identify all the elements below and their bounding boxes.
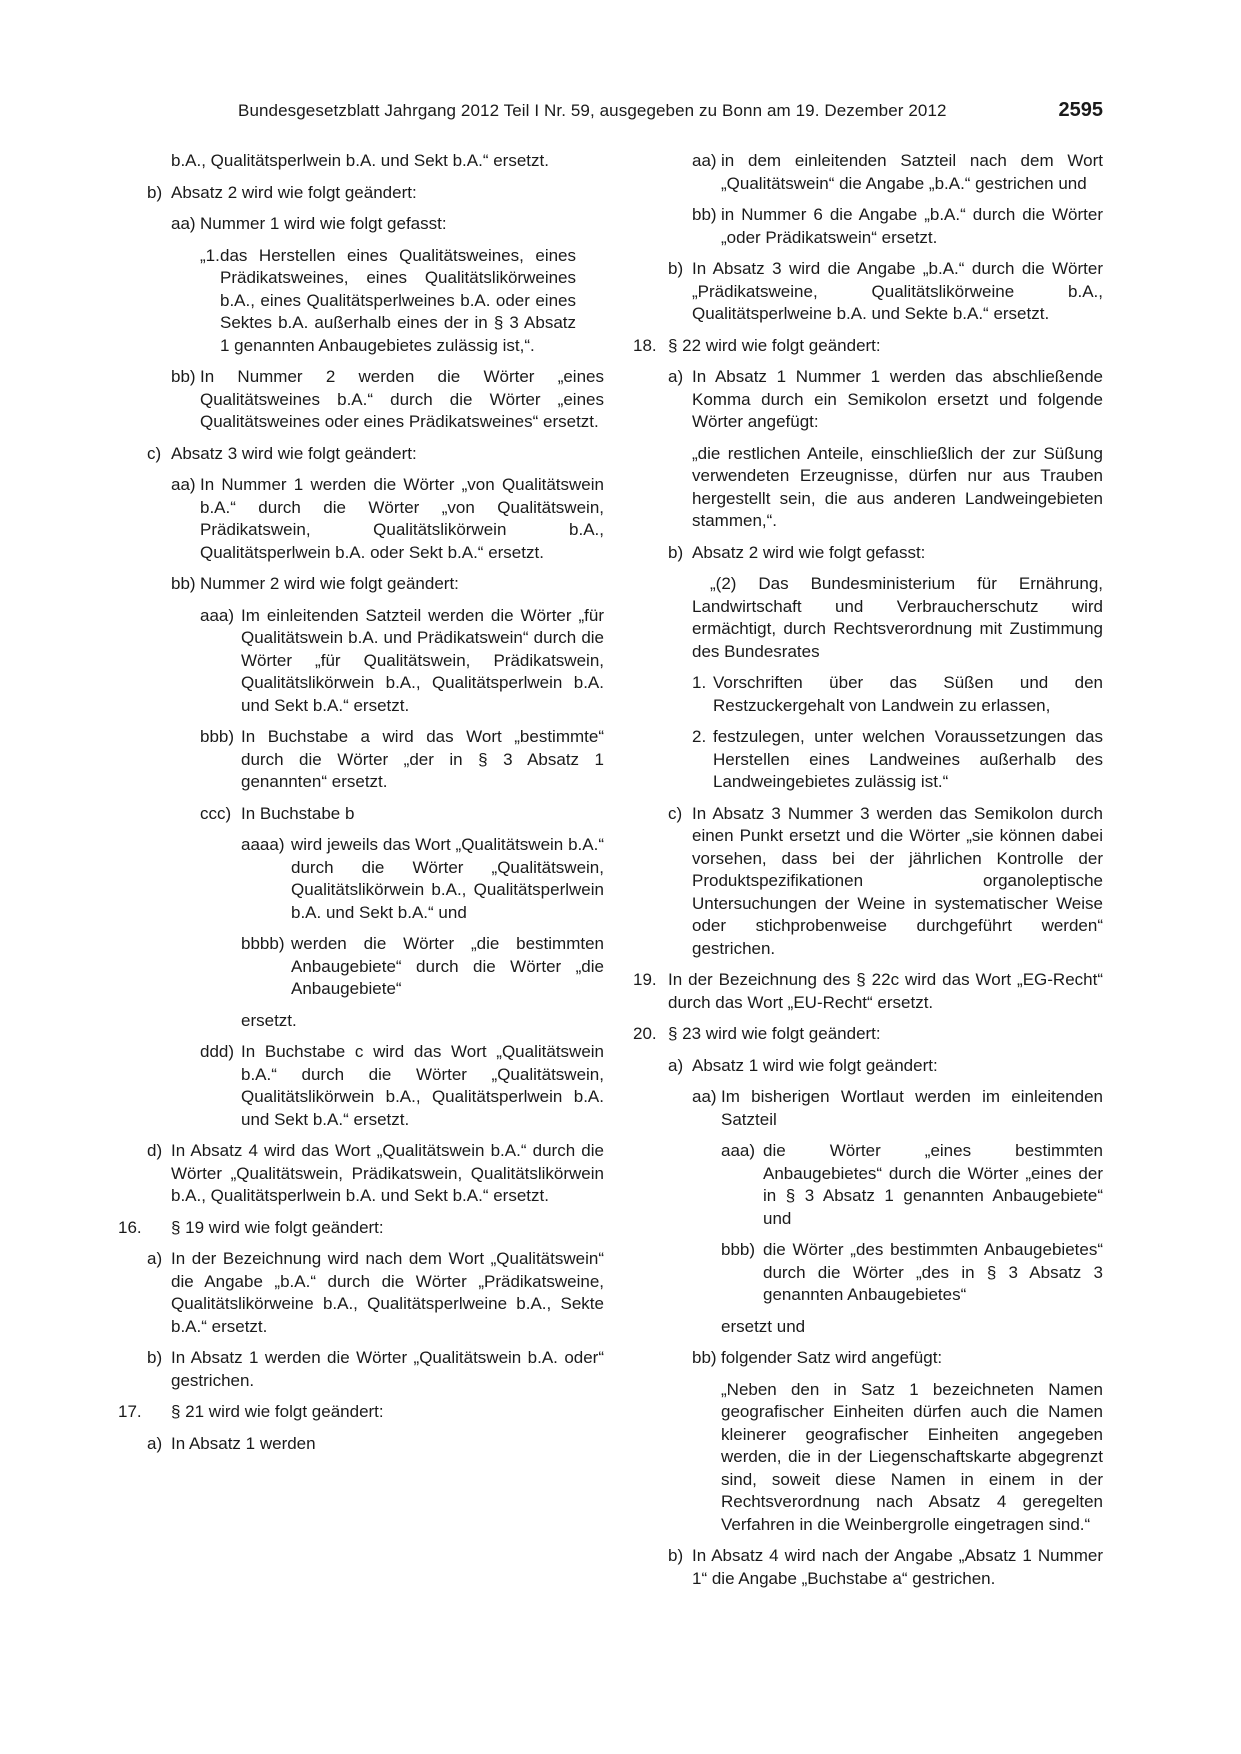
item-label: bbb) xyxy=(200,727,235,746)
item-text: Absatz 2 wird wie folgt geändert: xyxy=(171,182,417,202)
item-text: Nummer 2 wird wie folgt geändert: xyxy=(200,574,459,593)
item-text: in Nummer 6 die Angabe „b.A.“ durch die Wörter „oder Prädikatswein“ ersetzt. xyxy=(721,205,1103,247)
item-label: 1. xyxy=(692,673,707,692)
item-text: In Buchstabe a wird das Wort „bestimmte“ durch die Wörter „der in § 3 Absatz 1 genannten“ ersetzt. xyxy=(241,727,604,791)
item-text: In Absatz 1 werden xyxy=(171,1433,316,1453)
item-text: § 23 wird wie folgt geändert: xyxy=(668,1024,881,1043)
item-label: bbb) xyxy=(721,1240,756,1259)
quoted-item xyxy=(134,245,576,358)
paragraph: b.A., Qualitätsperlwein b.A. und Sekt b.A.“ ersetzt. xyxy=(171,151,549,170)
item-label: c) xyxy=(668,803,683,823)
item-label: bb) xyxy=(692,205,717,224)
item-label: aa) xyxy=(171,475,196,494)
item-label: b) xyxy=(668,542,684,562)
list-item xyxy=(134,803,604,826)
item-label: aa) xyxy=(171,214,196,233)
quoted-paragraph: „Neben den in Satz 1 bezeichneten Namen geografischer Einheiten dürfen auch die Namen kleinerer geografischer Einheiten angegeben werden, die in der Liegenschaftskarte abgegrenzt sind, soweit diese Namen in einem in der Rechtsverordnung nach Absatz 4 geregelten Verfahren in die Weinbergrolle eingetragen sind.“ xyxy=(721,1379,1103,1534)
item-label: aaa) xyxy=(721,1141,756,1160)
item-text: § 21 wird wie folgt geändert: xyxy=(171,1402,384,1421)
list-item xyxy=(633,969,1103,1014)
item-text: In Buchstabe c wird das Wort „Qualitätswein b.A.“ durch die Wörter „Qualitätswein, Qualitätslikörwein b.A., Qualitätsperlwein b.A. und Sekt b.A.“ ersetzt. xyxy=(241,1042,604,1129)
item-text: In Buchstabe b xyxy=(241,803,355,823)
item-text: In Absatz 4 wird das Wort „Qualitätswein b.A.“ durch die Wörter „Qualitätswein, Prädikatswein, Qualitätslikörwein b.A., Qualitätsperlwein b.A. und Sekt b.A.“ ersetzt. xyxy=(171,1141,604,1205)
quoted-paragraph: „(2) Das Bundesministerium für Ernährung, Landwirtschaft und Verbraucherschutz wird ermächtigt, durch Rechtsverordnung mit Zustimmung des Bundesrates xyxy=(692,574,1103,661)
item-label: bb) xyxy=(171,574,196,593)
item-label: 17. xyxy=(118,1402,142,1421)
list-item xyxy=(633,1023,1103,1046)
list-item xyxy=(633,150,1103,195)
list-item xyxy=(134,1140,604,1208)
item-text: § 22 wird wie folgt geändert: xyxy=(668,335,881,355)
list-item xyxy=(134,213,604,236)
list-item xyxy=(633,672,1103,717)
item-text: wird jeweils das Wort „Qualitätswein b.A.“ durch die Wörter „Qualitätswein, Qualitätslikörwein b.A., Qualitätsperlwein b.A. und Sekt b.A.“ und xyxy=(291,835,604,922)
item-text: In der Bezeichnung des § 22c wird das Wort „EG-Recht“ durch das Wort „EU-Recht“ ersetzt. xyxy=(668,970,1103,1012)
list-item xyxy=(118,1401,604,1424)
list-item xyxy=(633,204,1103,249)
list-item xyxy=(633,803,1103,961)
item-label: b) xyxy=(668,1546,684,1565)
quoted-paragraph: „die restlichen Anteile, einschließlich der zur Süßung verwendeten Erzeugnisse, dürfen nur aus Trauben hergestellt sein, die aus anderen Landweingebieten stammen,“. xyxy=(692,443,1103,530)
list-item xyxy=(134,605,604,718)
item-text: In Absatz 4 wird nach der Angabe „Absatz 1 Nummer 1“ die Angabe „Buchstabe a“ gestrichen. xyxy=(692,1546,1103,1588)
item-text: die Wörter „des bestimmten Anbaugebietes“ durch die Wörter „des in § 3 Absatz 3 genannten Anbaugebietes“ xyxy=(763,1240,1103,1304)
item-label: b) xyxy=(147,1348,163,1367)
item-text: Absatz 2 wird wie folgt gefasst: xyxy=(692,542,926,562)
list-item xyxy=(118,1217,604,1240)
item-label: 16. xyxy=(118,1217,142,1237)
item-text: § 19 wird wie folgt geändert: xyxy=(171,1217,384,1237)
item-text: Nummer 1 wird wie folgt gefasst: xyxy=(200,214,447,233)
item-text: In Nummer 1 werden die Wörter „von Qualitätswein b.A.“ durch die Wörter „von Qualitätswein, Prädikatswein, Qualitätslikörwein b.A., Qualitätsperlwein b.A. oder Sekt b.A.“ ersetzt. xyxy=(200,475,604,562)
item-text: Absatz 1 wird wie folgt geändert: xyxy=(692,1055,938,1075)
list-item xyxy=(633,1055,1103,1078)
list-item xyxy=(134,1433,604,1456)
list-item xyxy=(633,1239,1103,1307)
item-label: 19. xyxy=(633,970,657,989)
item-label: aa) xyxy=(692,151,717,170)
gazette-title: Bundesgesetzblatt Jahrgang 2012 Teil I Nr. 59, ausgegeben zu Bonn am 19. Dezember 2012 xyxy=(238,101,947,120)
item-text: werden die Wörter „die bestimmten Anbaugebiete“ durch die Wörter „die Anbaugebiete“ xyxy=(291,934,604,998)
list-item xyxy=(633,1347,1103,1370)
page-header xyxy=(238,101,1103,131)
item-label: 2. xyxy=(692,727,707,746)
item-label: „1. xyxy=(200,245,220,265)
list-item xyxy=(134,443,604,466)
list-item xyxy=(134,834,604,924)
item-label: ccc) xyxy=(200,803,232,823)
item-text: Absatz 3 wird wie folgt geändert: xyxy=(171,443,417,463)
item-label: a) xyxy=(147,1249,163,1268)
item-label: d) xyxy=(147,1141,163,1160)
list-item xyxy=(633,1545,1103,1590)
list-item xyxy=(134,726,604,794)
item-text: In Absatz 1 Nummer 1 werden das abschließende Komma durch ein Semikolon ersetzt und folgende Wörter angefügt: xyxy=(692,367,1103,431)
item-label: 18. xyxy=(633,335,657,355)
item-label: 20. xyxy=(633,1024,657,1043)
list-item xyxy=(134,366,604,434)
paragraph: ersetzt und xyxy=(721,1316,806,1336)
list-item xyxy=(633,366,1103,434)
item-label: a) xyxy=(147,1433,163,1453)
item-text: das Herstellen eines Qualitätsweines, eines Prädikatsweines, eines Qualitätslikörweines b.A., eines Qualitätsperlweines b.A. oder eines Sektes b.A. außerhalb eines der in § 3 Absatz 1 genannten Anbaugebietes zulässig ist,“. xyxy=(220,245,576,355)
item-text: Vorschriften über das Süßen und den Restzuckergehalt von Landwein zu erlassen, xyxy=(713,673,1103,715)
item-label: b) xyxy=(668,259,684,278)
list-item xyxy=(633,542,1103,565)
item-text: die Wörter „eines bestimmten Anbaugebietes“ durch die Wörter „eines der in § 3 Absatz 1 genannten Anbaugebiete“ und xyxy=(763,1141,1103,1228)
list-item xyxy=(633,258,1103,326)
list-item xyxy=(633,1086,1103,1131)
list-item xyxy=(134,1347,604,1392)
item-text: festzulegen, unter welchen Voraussetzungen das Herstellen eines Landweines außerhalb des Landweingebietes zulässig ist.“ xyxy=(713,727,1103,791)
list-item xyxy=(134,1041,604,1131)
list-item xyxy=(633,726,1103,794)
item-label: bb) xyxy=(171,367,196,386)
paragraph: ersetzt. xyxy=(241,1010,297,1030)
list-item xyxy=(134,182,604,205)
right-column xyxy=(633,150,1103,1599)
list-item xyxy=(134,474,604,564)
item-label: aaa) xyxy=(200,605,235,625)
item-label: ddd) xyxy=(200,1042,235,1061)
item-label: a) xyxy=(668,1055,684,1075)
list-item xyxy=(134,573,604,596)
list-item xyxy=(633,335,1103,358)
item-label: aa) xyxy=(692,1087,717,1106)
page-number: 2595 xyxy=(1058,99,1103,121)
item-label: c) xyxy=(147,443,162,463)
item-text: Im bisherigen Wortlaut werden im einleitenden Satzteil xyxy=(721,1087,1103,1129)
item-label: a) xyxy=(668,367,684,386)
item-label: b) xyxy=(147,182,163,202)
item-text: In Absatz 1 werden die Wörter „Qualitätswein b.A. oder“ gestrichen. xyxy=(171,1348,604,1390)
list-item xyxy=(633,1140,1103,1230)
item-text: In Absatz 3 Nummer 3 werden das Semikolon durch einen Punkt ersetzt und die Wörter „sie können dabei vorsehen, dass bei der jährlichen Kontrolle der Produktspezifikationen organoleptische Untersuchungen der Weine in systematischer Weise oder stichprobenweise durchgeführt werden“ gestrichen. xyxy=(692,803,1103,958)
item-text: Im einleitenden Satzteil werden die Wörter „für Qualitätswein b.A. und Prädikatswein“ durch die Wörter „für Qualitätswein, Prädikatswein, Qualitätslikörwein b.A., Qualitätsperlwein b.A. und Sekt b.A.“ ersetzt. xyxy=(241,605,604,715)
item-label: bbbb) xyxy=(241,934,285,953)
item-text: In Absatz 3 wird die Angabe „b.A.“ durch die Wörter „Prädikatsweine, Qualitätslikörweine b.A., Qualitätsperlweine b.A. und Sekte b.A.“ ersetzt. xyxy=(692,259,1103,323)
item-label: bb) xyxy=(692,1348,717,1367)
item-text: In Nummer 2 werden die Wörter „eines Qualitätsweines b.A.“ durch die Wörter „eines Qualitätsweines oder eines Prädikatsweines“ ersetzt. xyxy=(200,367,604,431)
list-item xyxy=(134,1248,604,1338)
list-item xyxy=(134,933,604,1001)
item-label: aaaa) xyxy=(241,835,285,854)
item-text: In der Bezeichnung wird nach dem Wort „Qualitätswein“ die Angabe „b.A.“ durch die Wörter „Prädikatsweine, Qualitätslikörweine b.A., Qualitätsperlweine b.A., Sekte b.A.“ ersetzt. xyxy=(171,1249,604,1336)
item-text: in dem einleitenden Satzteil nach dem Wort „Qualitätswein“ die Angabe „b.A.“ gestrichen und xyxy=(721,151,1103,193)
left-column xyxy=(118,150,604,1464)
item-text: folgender Satz wird angefügt: xyxy=(721,1348,943,1367)
